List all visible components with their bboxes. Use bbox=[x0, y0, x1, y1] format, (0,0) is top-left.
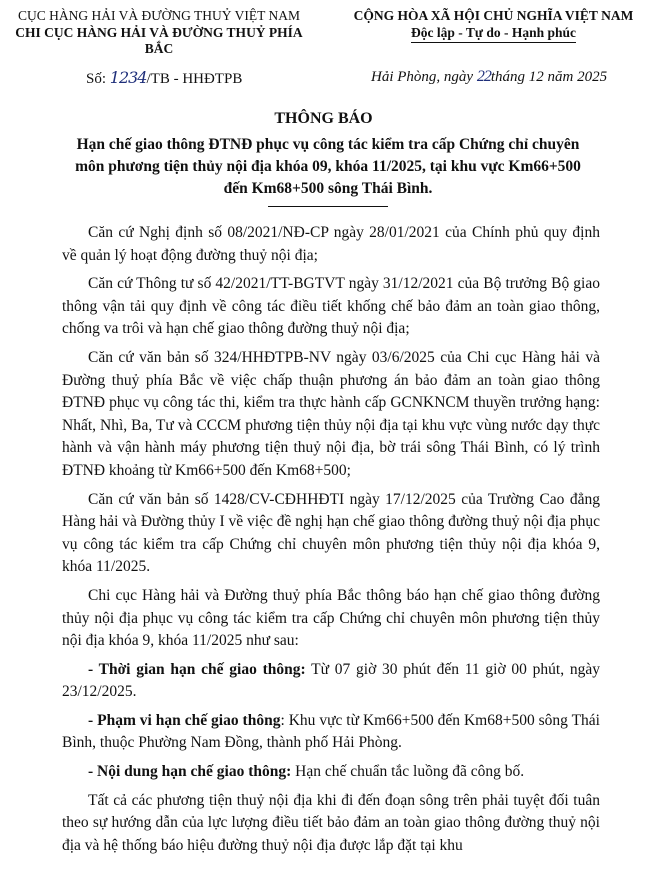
paragraph-restriction-content bbox=[62, 761, 600, 784]
national-header bbox=[340, 8, 647, 43]
document-number bbox=[86, 68, 242, 88]
restriction-scope-text: : Khu vực từ Km66+500 đến Km68+500 sông Thái Bình, thuộc Phường Nam Đồng, thành phố Hải Phòng. bbox=[62, 711, 600, 752]
restriction-time-text: Từ 07 giờ 30 phút đến 11 giờ 00 phút, ngày 23/12/2025. bbox=[62, 660, 600, 701]
country-name: CỘNG HÒA XÃ HỘI CHỦ NGHĨA VIỆT NAM bbox=[353, 8, 634, 23]
restriction-content-text: Hạn chế chuẩn tắc luồng đã công bố. bbox=[291, 763, 525, 781]
document-body bbox=[62, 222, 600, 863]
paragraph-legal-basis-1: Căn cứ Nghị định số 08/2021/NĐ-CP ngày 28/01/2021 của Chính phủ quy định về quản lý hoạt động đường thuỷ nội địa; bbox=[62, 224, 600, 264]
agency-name: CHI CỤC HÀNG HẢI VÀ ĐƯỜNG THUỶ PHÍA BẮC bbox=[15, 25, 303, 56]
restriction-content-label: - Nội dung hạn chế giao thông: bbox=[88, 763, 292, 781]
subtitle-divider bbox=[268, 206, 388, 207]
handwritten-day: 22 bbox=[476, 68, 491, 85]
paragraph-restriction-scope bbox=[62, 710, 600, 755]
paragraph-restriction-time bbox=[62, 659, 600, 704]
handwritten-number: 1234 bbox=[109, 68, 147, 87]
date-place: Hải Phòng, ngày bbox=[371, 69, 477, 85]
paragraph-compliance: Tất cả các phương tiện thuỷ nội địa khi đi đến đoạn sông trên phải tuyệt đối tuân theo sự hướng dẫn của lực lượng điều tiết bảo đảm an toàn giao thông đường thuỷ nội địa và hệ thống báo hiệu đường thuỷ nội địa được lắp đặt tại khu bbox=[62, 791, 600, 854]
national-motto: Độc lập - Tự do - Hạnh phúc bbox=[411, 25, 576, 43]
document-subtitle: Hạn chế giao thông ĐTNĐ phục vụ công tác kiểm tra cấp Chứng chỉ chuyên môn phương tiện thủy nội địa khóa 09, khóa 11/2025, tại khu vực Km66+500 đến Km68+500 sông Thái Bình. bbox=[75, 136, 581, 197]
document-title: THÔNG BÁO bbox=[274, 110, 373, 127]
document-number-prefix: Số: bbox=[86, 71, 110, 87]
restriction-scope-label: - Phạm vi hạn chế giao thông bbox=[88, 711, 281, 729]
agency-header bbox=[0, 8, 318, 57]
date-rest: tháng 12 năm 2025 bbox=[490, 69, 608, 85]
paragraph-legal-basis-4: Căn cứ văn bản số 1428/CV-CĐHHĐTI ngày 17/12/2025 của Trường Cao đẳng Hàng hải và Đường thủy I về việc đề nghị hạn chế giao thông đường thuỷ nội địa phục vụ công tác kiểm tra cấp Chứng chỉ chuyên môn phương tiện thủy nội địa khóa 9, khóa 11/2025. bbox=[62, 490, 600, 576]
paragraph-legal-basis-2: Căn cứ Thông tư số 42/2021/TT-BGTVT ngày 31/12/2021 của Bộ trưởng Bộ giao thông vận tải quy định về công tác điều tiết khống chế bảo đảm an toàn giao thông, chống va trôi và hạn chế giao thông đường thuỷ nội địa; bbox=[62, 275, 600, 338]
paragraph-legal-basis-3: Căn cứ văn bản số 324/HHĐTPB-NV ngày 03/6/2025 của Chi cục Hàng hải và Đường thuỷ phía Bắc về việc chấp thuận phương án bảo đảm an toàn giao thông ĐTNĐ phục vụ công tác thi, kiểm tra thực hành cấp GCNKNCM thuyền trưởng hạng: Nhất, Nhì, Ba, Tư và CCCM phương tiện thủy nội địa tại khu vực vùng nước dạy thực hành và vận hành máy phương tiện thuỷ nội địa, bờ trái sông Thái Bình, có lý trình ĐTNĐ khoảng từ Km66+500 đến Km68+500; bbox=[62, 348, 600, 479]
restriction-time-label: - Thời gian hạn chế giao thông: bbox=[88, 660, 306, 678]
parent-agency-name: CỤC HÀNG HẢI VÀ ĐƯỜNG THUỶ VIỆT NAM bbox=[17, 8, 301, 23]
document-number-suffix: /TB - HHĐTPB bbox=[146, 71, 243, 87]
paragraph-announcement: Chi cục Hàng hải và Đường thuỷ phía Bắc thông báo hạn chế giao thông đường thủy nội địa phục vụ công tác kiểm tra cấp Chứng chỉ chuyên môn phương tiện thủy nội địa khóa 9, khóa 11/2025 như sau: bbox=[62, 586, 600, 650]
issue-date bbox=[371, 68, 607, 86]
